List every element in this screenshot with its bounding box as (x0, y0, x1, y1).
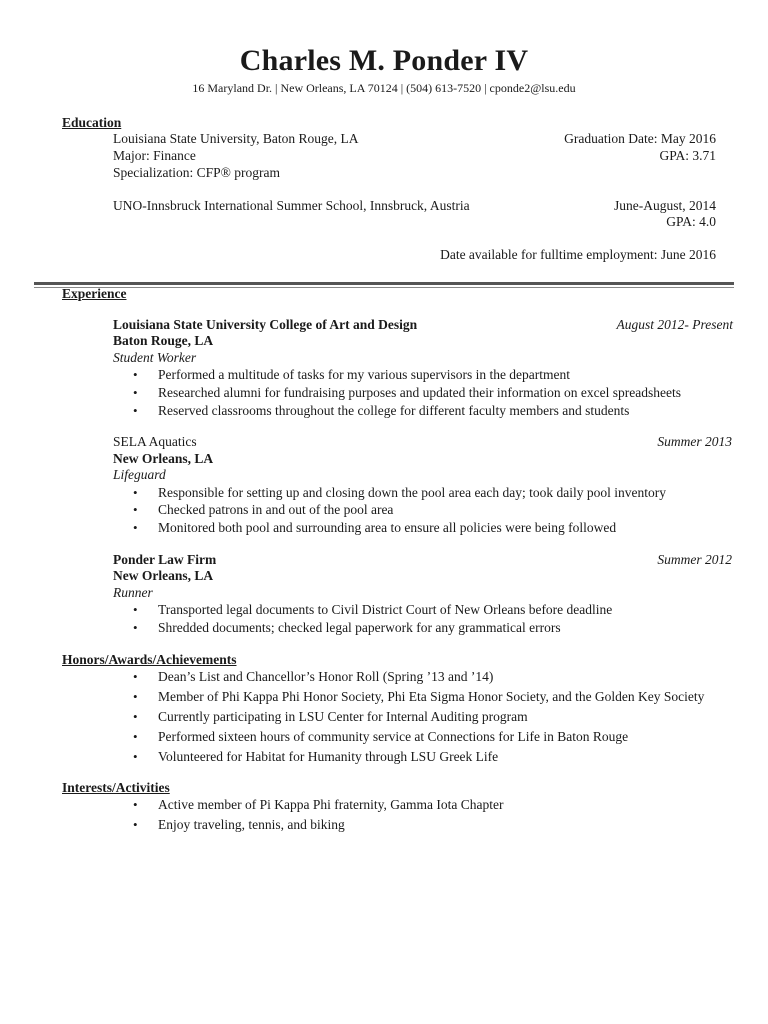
job-1-bullet-3: Reserved classrooms throughout the college for different faculty members and students (158, 403, 630, 418)
school-2-date: June-August, 2014 (614, 198, 716, 213)
experience-heading: Experience (62, 286, 127, 301)
honors-bullet-5: Volunteered for Habitat for Humanity through LSU Greek Life (158, 749, 499, 764)
job-3-bullet-1: Transported legal documents to Civil District Court of New Orleans before deadline (158, 602, 613, 617)
honors-bullet-2: Member of Phi Kappa Phi Honor Society, Phi Eta Sigma Honor Society, and the Golden Key Society (158, 689, 705, 704)
job-2-title: Lifeguard (113, 467, 166, 482)
specialization: Specialization: CFP® program (113, 165, 280, 180)
resume-name: Charles M. Ponder IV (239, 44, 529, 77)
bullet-icon: • (133, 709, 138, 724)
job-3-org: Ponder Law Firm (113, 552, 217, 567)
honors-heading: Honors/Awards/Achievements (62, 652, 237, 667)
bullet-icon: • (133, 817, 138, 832)
job-1-date: August 2012- Present (616, 317, 733, 332)
bullet-icon: • (133, 485, 138, 500)
bullet-icon: • (133, 520, 138, 535)
bullet-icon: • (133, 602, 138, 617)
interests-bullet-2: Enjoy traveling, tennis, and biking (158, 817, 345, 832)
job-2-bullet-1: Responsible for setting up and closing down the pool area each day; took daily pool inventory (158, 485, 667, 500)
bullet-icon: • (133, 403, 138, 418)
contact-line: 16 Maryland Dr. | New Orleans, LA 70124 | (504) 613-7520 | cponde2@lsu.edu (192, 81, 576, 95)
job-3-bullet-2: Shredded documents; checked legal paperwork for any grammatical errors (158, 620, 561, 635)
bullet-icon: • (133, 749, 138, 764)
job-2-date: Summer 2013 (657, 434, 732, 449)
job-2-location: New Orleans, LA (113, 451, 214, 466)
bullet-icon: • (133, 367, 138, 382)
gpa-1: GPA: 3.71 (659, 148, 716, 163)
job-1-bullet-1: Performed a multitude of tasks for my various supervisors in the department (158, 367, 571, 382)
honors-bullet-4: Performed sixteen hours of community service at Connections for Life in Baton Rouge (158, 729, 629, 744)
school-1-date: Graduation Date: May 2016 (564, 131, 716, 146)
bullet-icon: • (133, 669, 138, 684)
major: Major: Finance (113, 148, 196, 163)
job-1-bullet-2: Researched alumni for fundraising purposes and updated their information on excel spreadsheets (158, 385, 681, 400)
job-3-date: Summer 2012 (657, 552, 732, 567)
availability: Date available for fulltime employment: June 2016 (440, 247, 716, 262)
honors-bullet-3: Currently participating in LSU Center for Internal Auditing program (158, 709, 528, 724)
bullet-icon: • (133, 729, 138, 744)
school-2: UNO-Innsbruck International Summer School, Innsbruck, Austria (113, 198, 470, 213)
job-2-bullet-2: Checked patrons in and out of the pool area (158, 502, 394, 517)
job-1-location: Baton Rouge, LA (113, 333, 214, 348)
job-3-title: Runner (113, 585, 153, 600)
job-3-location: New Orleans, LA (113, 568, 214, 583)
job-2-org: SELA Aquatics (113, 434, 197, 449)
education-heading: Education (62, 115, 122, 130)
job-1-org: Louisiana State University College of Art and Design (113, 317, 418, 332)
job-2-bullet-3: Monitored both pool and surrounding area to ensure all policies were being followed (158, 520, 617, 535)
section-divider-thin (34, 287, 734, 288)
bullet-icon: • (133, 385, 138, 400)
section-divider (34, 282, 734, 285)
bullet-icon: • (133, 502, 138, 517)
honors-bullet-1: Dean’s List and Chancellor’s Honor Roll (Spring ’13 and ’14) (158, 669, 494, 684)
gpa-2: GPA: 4.0 (666, 214, 716, 229)
job-1-title: Student Worker (113, 350, 197, 365)
school-1: Louisiana State University, Baton Rouge, LA (113, 131, 359, 146)
bullet-icon: • (133, 797, 138, 812)
interests-heading: Interests/Activities (62, 780, 170, 795)
bullet-icon: • (133, 689, 138, 704)
interests-bullet-1: Active member of Pi Kappa Phi fraternity, Gamma Iota Chapter (158, 797, 504, 812)
bullet-icon: • (133, 620, 138, 635)
